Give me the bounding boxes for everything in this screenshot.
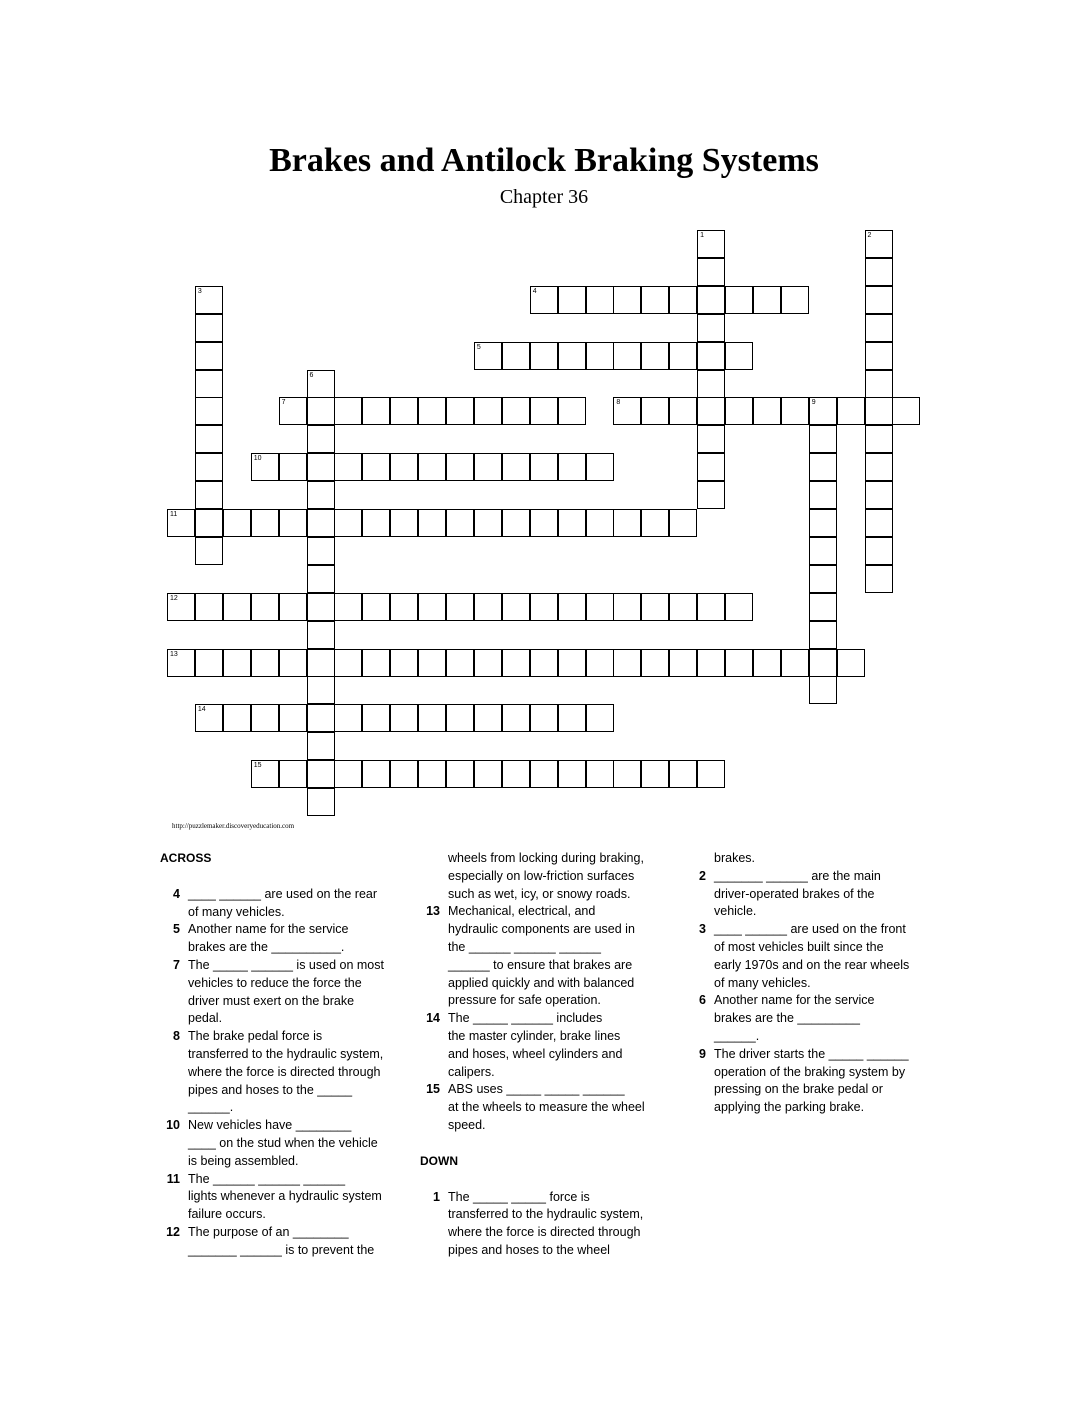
grid-cell[interactable] bbox=[809, 425, 837, 453]
grid-cell[interactable] bbox=[697, 370, 725, 398]
grid-cell[interactable] bbox=[530, 760, 558, 788]
grid-cell[interactable] bbox=[195, 314, 223, 342]
clue-item bbox=[160, 921, 390, 957]
grid-cell[interactable] bbox=[502, 342, 530, 370]
clue-continuation-line: brakes. bbox=[714, 851, 755, 865]
grid-cell[interactable] bbox=[251, 649, 279, 677]
grid-cell[interactable] bbox=[725, 593, 753, 621]
grid-cell[interactable] bbox=[195, 453, 223, 481]
grid-cell[interactable] bbox=[334, 704, 362, 732]
clue-number: 12 bbox=[170, 594, 178, 602]
grid-cell[interactable] bbox=[167, 593, 195, 621]
grid-cell[interactable] bbox=[307, 621, 335, 649]
grid-cell[interactable] bbox=[865, 286, 893, 314]
grid-cell[interactable] bbox=[697, 258, 725, 286]
grid-cell[interactable] bbox=[334, 397, 362, 425]
grid-cell[interactable] bbox=[613, 397, 641, 425]
grid-cell[interactable] bbox=[641, 397, 669, 425]
grid-cell[interactable] bbox=[474, 397, 502, 425]
grid-cell[interactable] bbox=[390, 397, 418, 425]
clue-item-text: The _____ ______ is used on most vehicles to reduce the force the driver must exert on the brake pedal. bbox=[188, 957, 384, 1026]
clue-item-text: ____ ______ are used on the rear of many vehicles. bbox=[188, 886, 378, 919]
grid-cell[interactable] bbox=[558, 397, 586, 425]
grid-cell[interactable] bbox=[307, 788, 335, 816]
grid-cell[interactable] bbox=[586, 342, 614, 370]
clue-item-text: _______ ______ are the main driver-operated brakes of the vehicle. bbox=[714, 868, 881, 919]
grid-cell[interactable] bbox=[697, 397, 725, 425]
grid-cell[interactable] bbox=[251, 509, 279, 537]
grid-cell[interactable] bbox=[669, 649, 697, 677]
grid-cell[interactable] bbox=[418, 397, 446, 425]
grid-cell[interactable] bbox=[307, 509, 335, 537]
clue-item-text: ABS uses _____ _____ ______ at the wheels to measure the wheel speed. bbox=[448, 1082, 645, 1132]
grid-cell[interactable] bbox=[195, 649, 223, 677]
grid-cell[interactable] bbox=[446, 453, 474, 481]
clue-item-number: 6 bbox=[699, 993, 706, 1008]
grid-cell[interactable] bbox=[558, 649, 586, 677]
source-credit: http://puzzlemaker.discoveryeducation.com bbox=[172, 822, 295, 830]
clue-item-text: The purpose of an ________ _______ ______ is to prevent the bbox=[188, 1224, 375, 1257]
grid-cell[interactable] bbox=[753, 397, 781, 425]
grid-cell[interactable] bbox=[613, 649, 641, 677]
grid-cell[interactable] bbox=[725, 286, 753, 314]
grid-cell[interactable] bbox=[558, 509, 586, 537]
grid-cell[interactable] bbox=[892, 397, 920, 425]
clue-number: 15 bbox=[253, 762, 262, 770]
clue-number: 4 bbox=[532, 287, 537, 295]
grid-cell[interactable] bbox=[865, 565, 893, 593]
grid-cell[interactable] bbox=[837, 397, 865, 425]
grid-cell[interactable] bbox=[195, 593, 223, 621]
grid-cell[interactable] bbox=[865, 314, 893, 342]
grid-cell[interactable] bbox=[530, 704, 558, 732]
grid-cell[interactable] bbox=[418, 453, 446, 481]
clue-item-text: Mechanical, electrical, and hydraulic components are used in the ______ ______ ______ ______ to ensure that brakes are applied quickly and with balanced pressure for safe operation. bbox=[448, 904, 635, 1008]
grid-cell[interactable] bbox=[697, 453, 725, 481]
grid-cell[interactable] bbox=[474, 509, 502, 537]
grid-cell[interactable] bbox=[195, 509, 223, 537]
grid-cell[interactable] bbox=[530, 453, 558, 481]
grid-cell[interactable] bbox=[641, 286, 669, 314]
grid-cell[interactable] bbox=[195, 286, 223, 314]
grid-cell[interactable] bbox=[613, 286, 641, 314]
grid-cell[interactable] bbox=[279, 760, 307, 788]
clue-item bbox=[420, 903, 660, 1010]
grid-cell[interactable] bbox=[279, 704, 307, 732]
grid-cell[interactable] bbox=[446, 509, 474, 537]
grid-cell[interactable] bbox=[390, 453, 418, 481]
grid-cell[interactable] bbox=[558, 342, 586, 370]
grid-cell[interactable] bbox=[223, 649, 251, 677]
clue-item-text: Another name for the service brakes are the __________. bbox=[188, 922, 349, 955]
grid-cell[interactable] bbox=[474, 760, 502, 788]
grid-cell[interactable] bbox=[697, 230, 725, 258]
clue-number: 13 bbox=[170, 650, 178, 658]
grid-cell[interactable] bbox=[307, 704, 335, 732]
grid-cell[interactable] bbox=[697, 649, 725, 677]
grid-cell[interactable] bbox=[390, 649, 418, 677]
grid-cell[interactable] bbox=[669, 342, 697, 370]
clue-item-number: 3 bbox=[699, 922, 706, 937]
clue-item-number: 7 bbox=[173, 957, 180, 972]
grid-cell[interactable] bbox=[725, 397, 753, 425]
grid-cell[interactable] bbox=[418, 649, 446, 677]
grid-cell[interactable] bbox=[669, 593, 697, 621]
grid-cell[interactable] bbox=[474, 593, 502, 621]
grid-cell[interactable] bbox=[865, 453, 893, 481]
clue-item bbox=[160, 1028, 390, 1117]
clue-item bbox=[160, 957, 390, 1028]
grid-cell[interactable] bbox=[502, 760, 530, 788]
clue-item-number: 15 bbox=[426, 1082, 440, 1097]
grid-cell[interactable] bbox=[474, 453, 502, 481]
grid-cell[interactable] bbox=[251, 760, 279, 788]
clue-item bbox=[686, 992, 926, 1045]
grid-cell[interactable] bbox=[474, 704, 502, 732]
clue-item-number: 2 bbox=[699, 868, 706, 883]
grid-cell[interactable] bbox=[362, 453, 390, 481]
clue-item bbox=[160, 886, 390, 922]
page-title: Brakes and Antilock Braking Systems bbox=[269, 142, 819, 179]
grid-cell[interactable] bbox=[781, 286, 809, 314]
grid-cell[interactable] bbox=[809, 397, 837, 425]
clue-number: 8 bbox=[616, 399, 621, 407]
grid-cell[interactable] bbox=[753, 649, 781, 677]
grid-cell[interactable] bbox=[307, 593, 335, 621]
grid-cell[interactable] bbox=[307, 537, 335, 565]
grid-cell[interactable] bbox=[781, 397, 809, 425]
grid-cell[interactable] bbox=[865, 425, 893, 453]
grid-cell[interactable] bbox=[167, 649, 195, 677]
grid-cell[interactable] bbox=[809, 593, 837, 621]
clue-number: 7 bbox=[281, 399, 286, 407]
grid-cell[interactable] bbox=[530, 593, 558, 621]
grid-cell[interactable] bbox=[446, 593, 474, 621]
clue-item-text: ____ ______ are used on the front of most vehicles built since the early 1970s and on the rear wheels of many vehicles. bbox=[714, 922, 910, 990]
grid-cell[interactable] bbox=[809, 676, 837, 704]
grid-cell[interactable] bbox=[307, 453, 335, 481]
grid-cell[interactable] bbox=[502, 704, 530, 732]
clue-item-text: The _____ _____ force is transferred to the hydraulic system, where the force is directed through pipes and hoses to the wheel bbox=[448, 1189, 644, 1257]
grid-cell[interactable] bbox=[641, 593, 669, 621]
grid-cell[interactable] bbox=[195, 481, 223, 509]
grid-cell[interactable] bbox=[865, 230, 893, 258]
clue-item bbox=[160, 1117, 390, 1170]
grid-cell[interactable] bbox=[195, 704, 223, 732]
grid-cell[interactable] bbox=[362, 397, 390, 425]
grid-cell[interactable] bbox=[586, 760, 614, 788]
grid-cell[interactable] bbox=[530, 397, 558, 425]
clue-item-number: 8 bbox=[173, 1029, 180, 1044]
grid-cell[interactable] bbox=[307, 676, 335, 704]
grid-cell[interactable] bbox=[474, 649, 502, 677]
grid-cell[interactable] bbox=[279, 649, 307, 677]
grid-cell[interactable] bbox=[669, 397, 697, 425]
clue-item-text: The driver starts the _____ ______ operation of the braking system by pressing on the brake pedal or applying the parking brake. bbox=[714, 1046, 909, 1115]
grid-cell[interactable] bbox=[195, 425, 223, 453]
grid-cell[interactable] bbox=[418, 760, 446, 788]
grid-cell[interactable] bbox=[809, 509, 837, 537]
clues-column-2 bbox=[420, 850, 660, 1260]
grid-cell[interactable] bbox=[697, 593, 725, 621]
grid-cell[interactable] bbox=[865, 370, 893, 398]
clue-item bbox=[686, 921, 926, 992]
grid-cell[interactable] bbox=[586, 649, 614, 677]
clue-number: 9 bbox=[811, 399, 816, 407]
clue-number: 5 bbox=[476, 343, 481, 351]
grid-cell[interactable] bbox=[865, 258, 893, 286]
grid-cell[interactable] bbox=[279, 397, 307, 425]
clue-number: 1 bbox=[700, 232, 704, 239]
grid-cell[interactable] bbox=[279, 453, 307, 481]
grid-cell[interactable] bbox=[307, 732, 335, 760]
grid-cell[interactable] bbox=[446, 397, 474, 425]
clue-number: 11 bbox=[170, 511, 178, 518]
grid-cell[interactable] bbox=[586, 509, 614, 537]
grid-cell[interactable] bbox=[586, 593, 614, 621]
grid-cell[interactable] bbox=[307, 370, 335, 398]
grid-cell[interactable] bbox=[865, 397, 893, 425]
grid-cell[interactable] bbox=[474, 342, 502, 370]
grid-cell[interactable] bbox=[362, 509, 390, 537]
clue-item-number: 4 bbox=[173, 886, 180, 901]
grid-cell[interactable] bbox=[418, 509, 446, 537]
clue-item-number: 12 bbox=[166, 1224, 180, 1239]
grid-cell[interactable] bbox=[195, 342, 223, 370]
grid-cell[interactable] bbox=[251, 453, 279, 481]
grid-cell[interactable] bbox=[586, 453, 614, 481]
grid-cell[interactable] bbox=[307, 397, 335, 425]
grid-cell[interactable] bbox=[865, 342, 893, 370]
clue-item bbox=[160, 1171, 390, 1224]
grid-cell[interactable] bbox=[446, 760, 474, 788]
grid-cell[interactable] bbox=[390, 593, 418, 621]
clue-number: 3 bbox=[197, 287, 202, 295]
grid-cell[interactable] bbox=[307, 760, 335, 788]
grid-cell[interactable] bbox=[558, 760, 586, 788]
clues-column-3 bbox=[686, 850, 926, 1117]
grid-cell[interactable] bbox=[697, 481, 725, 509]
grid-cell[interactable] bbox=[446, 649, 474, 677]
grid-cell[interactable] bbox=[502, 649, 530, 677]
grid-cell[interactable] bbox=[837, 649, 865, 677]
grid-cell[interactable] bbox=[390, 760, 418, 788]
grid-cell[interactable] bbox=[334, 593, 362, 621]
grid-cell[interactable] bbox=[865, 481, 893, 509]
grid-cell[interactable] bbox=[586, 704, 614, 732]
clue-item-text: The brake pedal force is transferred to the hydraulic system, where the force is directed through pipes and hoses to the _____ ______. bbox=[188, 1029, 384, 1115]
grid-cell[interactable] bbox=[669, 760, 697, 788]
clue-item-number: 5 bbox=[173, 922, 180, 937]
grid-cell[interactable] bbox=[641, 649, 669, 677]
grid-cell[interactable] bbox=[279, 509, 307, 537]
grid-cell[interactable] bbox=[223, 593, 251, 621]
clue-number: 6 bbox=[309, 371, 314, 379]
grid-cell[interactable] bbox=[697, 342, 725, 370]
grid-cell[interactable] bbox=[223, 704, 251, 732]
grid-cell[interactable] bbox=[697, 425, 725, 453]
clue-item-text: The ______ ______ ______ lights whenever a hydraulic system failure occurs. bbox=[188, 1171, 382, 1222]
grid-cell[interactable] bbox=[725, 649, 753, 677]
grid-cell[interactable] bbox=[809, 565, 837, 593]
grid-cell[interactable] bbox=[390, 704, 418, 732]
down-heading: DOWN bbox=[420, 1153, 458, 1168]
grid-cell[interactable] bbox=[362, 760, 390, 788]
clue-item-text: Another name for the service brakes are the _________ ______. bbox=[714, 993, 875, 1043]
clue-continuation-line: such as wet, icy, or snowy roads. bbox=[448, 886, 631, 901]
grid-cell[interactable] bbox=[502, 509, 530, 537]
grid-cell[interactable] bbox=[669, 286, 697, 314]
grid-cell[interactable] bbox=[334, 760, 362, 788]
grid-cell[interactable] bbox=[362, 649, 390, 677]
grid-cell[interactable] bbox=[809, 649, 837, 677]
grid-cell[interactable] bbox=[307, 649, 335, 677]
grid-cell[interactable] bbox=[809, 621, 837, 649]
clue-item bbox=[420, 1081, 660, 1134]
grid-cell[interactable] bbox=[558, 286, 586, 314]
grid-cell[interactable] bbox=[558, 593, 586, 621]
grid-cell[interactable] bbox=[307, 481, 335, 509]
grid-cell[interactable] bbox=[251, 704, 279, 732]
grid-cell[interactable] bbox=[586, 286, 614, 314]
grid-cell[interactable] bbox=[558, 704, 586, 732]
grid-cell[interactable] bbox=[697, 760, 725, 788]
grid-cell[interactable] bbox=[502, 397, 530, 425]
clues-column-1 bbox=[160, 850, 390, 1260]
grid-cell[interactable] bbox=[697, 286, 725, 314]
across-heading: ACROSS bbox=[160, 851, 212, 865]
clue-item bbox=[420, 1010, 660, 1081]
grid-cell[interactable] bbox=[809, 481, 837, 509]
grid-cell[interactable] bbox=[334, 649, 362, 677]
clue-item bbox=[420, 1189, 660, 1260]
grid-cell[interactable] bbox=[809, 537, 837, 565]
grid-cell[interactable] bbox=[641, 760, 669, 788]
grid-cell[interactable] bbox=[195, 370, 223, 398]
grid-cell[interactable] bbox=[390, 509, 418, 537]
grid-cell[interactable] bbox=[641, 509, 669, 537]
grid-cell[interactable] bbox=[446, 704, 474, 732]
grid-cell[interactable] bbox=[558, 453, 586, 481]
grid-cell[interactable] bbox=[251, 593, 279, 621]
clue-continuation-line: especially on low-friction surfaces bbox=[448, 868, 635, 883]
clue-number: 10 bbox=[253, 455, 262, 463]
clue-continuation-line: wheels from locking during braking, bbox=[448, 851, 644, 865]
grid-cell[interactable] bbox=[279, 593, 307, 621]
grid-cell[interactable] bbox=[195, 537, 223, 565]
grid-cell[interactable] bbox=[418, 704, 446, 732]
grid-cell[interactable] bbox=[865, 509, 893, 537]
grid-cell[interactable] bbox=[334, 453, 362, 481]
grid-cell[interactable] bbox=[307, 565, 335, 593]
grid-cell[interactable] bbox=[530, 649, 558, 677]
grid-cell[interactable] bbox=[781, 649, 809, 677]
clue-number: 14 bbox=[197, 706, 206, 714]
grid-cell[interactable] bbox=[613, 342, 641, 370]
clue-item-text: New vehicles have ________ ____ on the stud when the vehicle is being assembled. bbox=[188, 1118, 378, 1168]
clue-item bbox=[686, 868, 926, 921]
grid-cell[interactable] bbox=[865, 537, 893, 565]
grid-cell[interactable] bbox=[223, 509, 251, 537]
grid-cell[interactable] bbox=[307, 425, 335, 453]
clue-item-number: 13 bbox=[426, 904, 440, 919]
grid-cell[interactable] bbox=[334, 509, 362, 537]
grid-cell[interactable] bbox=[613, 509, 641, 537]
grid-cell[interactable] bbox=[502, 453, 530, 481]
grid-cell[interactable] bbox=[167, 509, 195, 537]
clue-number: 2 bbox=[867, 232, 872, 239]
clue-item-number: 14 bbox=[426, 1011, 440, 1026]
clue-item-number: 10 bbox=[166, 1118, 180, 1133]
page-subtitle: Chapter 36 bbox=[499, 186, 589, 208]
grid-cell[interactable] bbox=[530, 286, 558, 314]
grid-cell[interactable] bbox=[697, 314, 725, 342]
grid-cell[interactable] bbox=[725, 342, 753, 370]
grid-cell[interactable] bbox=[530, 509, 558, 537]
grid-cell[interactable] bbox=[669, 509, 697, 537]
clue-item-number: 9 bbox=[699, 1046, 706, 1061]
grid-cell[interactable] bbox=[362, 704, 390, 732]
grid-cell[interactable] bbox=[362, 593, 390, 621]
grid-cell[interactable] bbox=[613, 760, 641, 788]
grid-cell[interactable] bbox=[809, 453, 837, 481]
grid-cell[interactable] bbox=[530, 342, 558, 370]
clue-item-text: The _____ ______ includes the master cylinder, brake lines and hoses, wheel cylinders and calipers. bbox=[448, 1011, 623, 1079]
clue-item bbox=[160, 1224, 390, 1260]
grid-cell[interactable] bbox=[613, 593, 641, 621]
grid-cell[interactable] bbox=[418, 593, 446, 621]
grid-cell[interactable] bbox=[195, 397, 223, 425]
grid-cell[interactable] bbox=[753, 286, 781, 314]
clue-item bbox=[686, 1046, 926, 1117]
clue-item-number: 11 bbox=[166, 1171, 180, 1186]
grid-cell[interactable] bbox=[502, 593, 530, 621]
clue-item-number: 1 bbox=[433, 1189, 440, 1204]
grid-cell[interactable] bbox=[641, 342, 669, 370]
